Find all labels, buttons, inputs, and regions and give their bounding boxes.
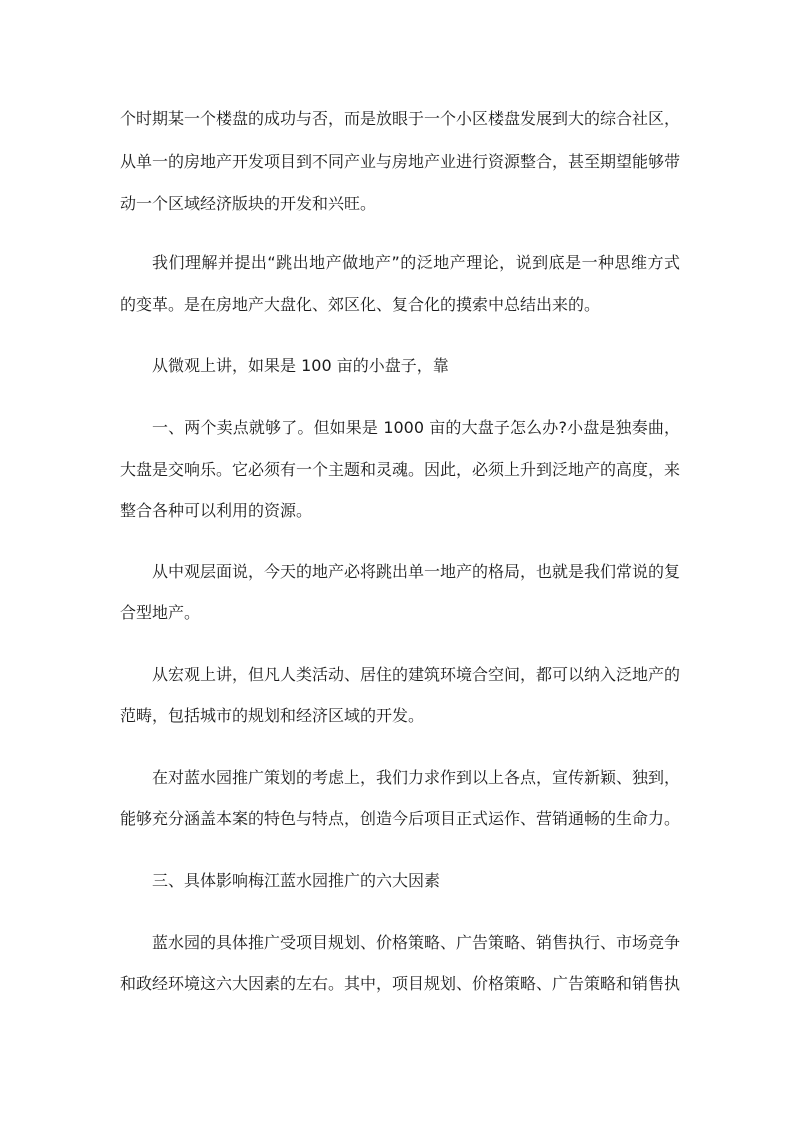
paragraph-1-line-3: 动一个区域经济版块的开发和兴旺。 xyxy=(120,194,377,213)
paragraph-2-line-1: 我们理解并提出“跳出地产做地产”的泛地产理论，说到底是一种思维方式 xyxy=(152,253,680,272)
paragraph-5-line-2: 合型地产。 xyxy=(120,603,201,622)
paragraph-6-line-2: 范畴，包括城市的规划和经济区域的开发。 xyxy=(120,706,425,725)
section-heading: 三、具体影响梅江蓝水园推广的六大因素 xyxy=(152,871,441,890)
paragraph-9-line-1: 蓝水园的具体推广受项目规划、价格策略、广告策略、销售执行、市场竞争 xyxy=(152,933,681,952)
paragraph-1-line-1: 个时期某一个楼盘的成功与否，而是放眼于一个小区楼盘发展到大的综合社区， xyxy=(120,109,681,128)
paragraph-7-line-1: 在对蓝水园推广策划的考虑上，我们力求作到以上各点，宣传新颖、独到， xyxy=(152,768,681,787)
paragraph-9-line-2: 和政经环境这六大因素的左右。其中，项目规划、价格策略、广告策略和销售执 xyxy=(120,974,681,993)
paragraph-3-line-1: 从微观上讲，如果是 100 亩的小盘子，靠 xyxy=(152,356,449,375)
paragraph-4-line-1: 一、两个卖点就够了。但如果是 1000 亩的大盘子怎么办?小盘是独奏曲， xyxy=(152,418,680,437)
paragraph-4-line-3: 整合各种可以利用的资源。 xyxy=(120,501,313,520)
paragraph-6-line-1: 从宏观上讲，但凡人类活动、居住的建筑环境合空间，都可以纳入泛地产的 xyxy=(152,665,681,684)
paragraph-4-line-2: 大盘是交响乐。它必须有一个主题和灵魂。因此，必须上升到泛地产的高度，来 xyxy=(120,460,681,479)
paragraph-5-line-1: 从中观层面说，今天的地产必将跳出单一地产的格局，也就是我们常说的复 xyxy=(152,562,681,581)
paragraph-7-line-2: 能够充分涵盖本案的特色与特点，创造今后项目正式运作、营销通畅的生命力。 xyxy=(120,809,681,828)
paragraph-1-line-2: 从单一的房地产开发项目到不同产业与房地产业进行资源整合，甚至期望能够带 xyxy=(120,152,681,171)
paragraph-2-line-2: 的变革。是在房地产大盘化、郊区化、复合化的摸索中总结出来的。 xyxy=(120,295,601,314)
